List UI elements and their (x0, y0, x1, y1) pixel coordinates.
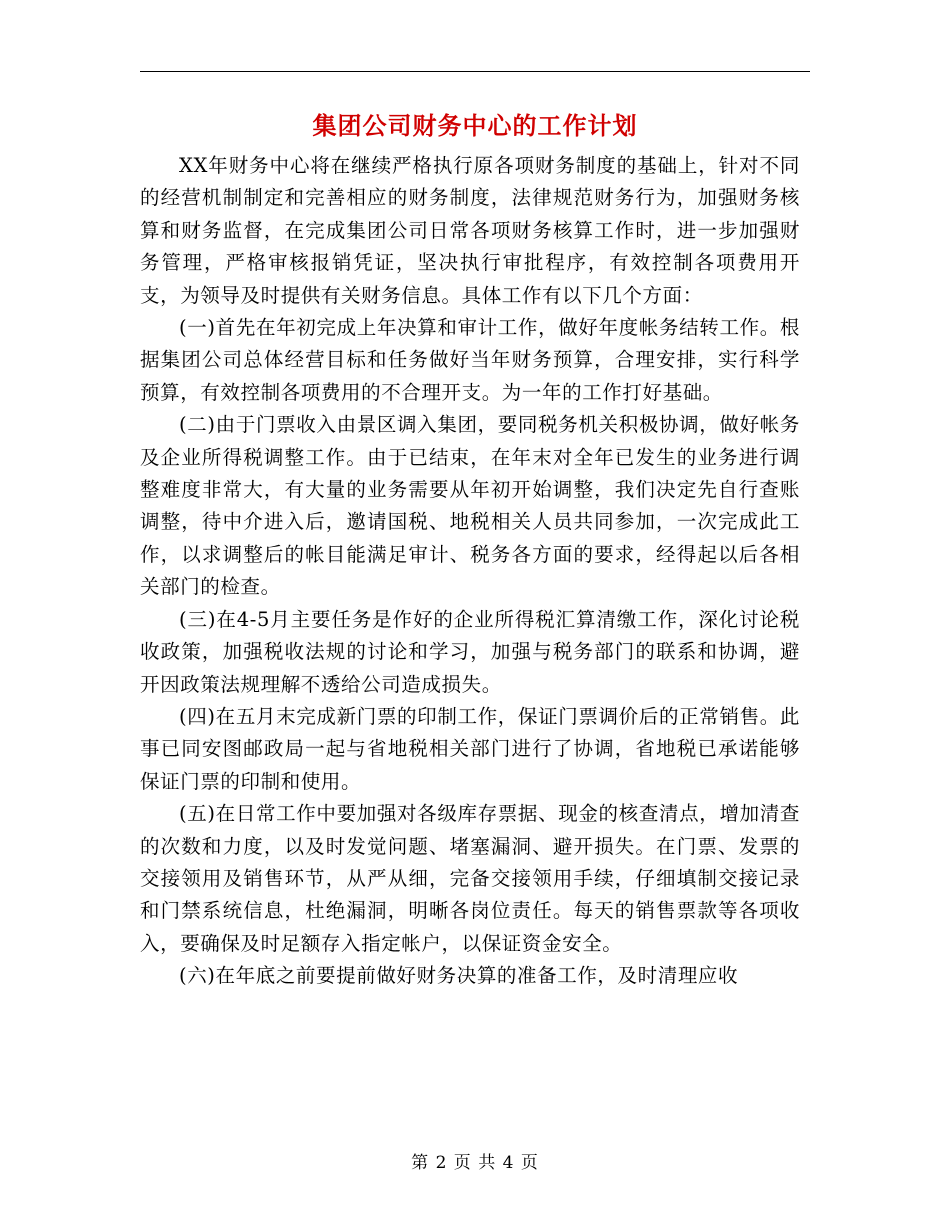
paragraph-item-1: (一)首先在年初完成上年决算和审计工作，做好年度帐务结转工作。根据集团公司总体经营目标和任务做好当年财务预算，合理安排，实行科学预算，有效控制各项费用的不合理开支。为一年的工作打好基础。 (140, 316, 800, 404)
paragraph-intro: XX年财务中心将在继续严格执行原各项财务制度的基础上，针对不同的经营机制制定和完善相应的财务制度，法律规范财务行为，加强财务核算和财务监督，在完成集团公司日常各项财务核算工作时，进一步加强财务管理，严格审核报销凭证，坚决执行审批程序，有效控制各项费用开支，为领导及时提供有关财务信息。具体工作有以下几个方面： (140, 154, 800, 307)
document-title: 集团公司财务中心的工作计划 (312, 112, 638, 140)
paragraph-item-4: (四)在五月末完成新门票的印制工作，保证门票调价后的正常销售。此事已同安图邮政局一起与省地税相关部门进行了协调，省地税已承诺能够保证门票的印制和使用。 (140, 704, 800, 793)
header-rule (140, 71, 810, 72)
page-number-footer: 第 2 页 共 4 页 (411, 1153, 539, 1173)
paragraph-item-3: (三)在4-5月主要任务是作好的企业所得税汇算清缴工作，深化讨论税收政策，加强税收法规的讨论和学习，加强与税务部门的联系和协调，避开因政策法规理解不透给公司造成损失。 (140, 607, 800, 696)
paragraph-item-5: (五)在日常工作中要加强对各级库存票据、现金的核查清点，增加清查的次数和力度，以及时发觉问题、堵塞漏洞、避开损失。在门票、发票的交接领用及销售环节，从严从细，完备交接领用手续，仔细填制交接记录和门禁系统信息，杜绝漏洞，明晰各岗位责任。每天的销售票款等各项收入，要确保及时足额存入指定帐户，以保证资金安全。 (140, 802, 800, 955)
document-body (140, 150, 800, 993)
paragraph-item-6: (六)在年底之前要提前做好财务决算的准备工作，及时清理应收 (179, 964, 739, 988)
paragraph-item-2: (二)由于门票收入由景区调入集团，要同税务机关积极协调，做好帐务及企业所得税调整工作。由于已结束，在年末对全年已发生的业务进行调整难度非常大，有大量的业务需要从年初开始调整，我们决定先自行查账调整，待中介进入后，邀请国税、地税相关人员共同参加，一次完成此工作，以求调整后的帐目能满足审计、税务各方面的要求，经得起以后各相关部门的检查。 (140, 413, 800, 599)
